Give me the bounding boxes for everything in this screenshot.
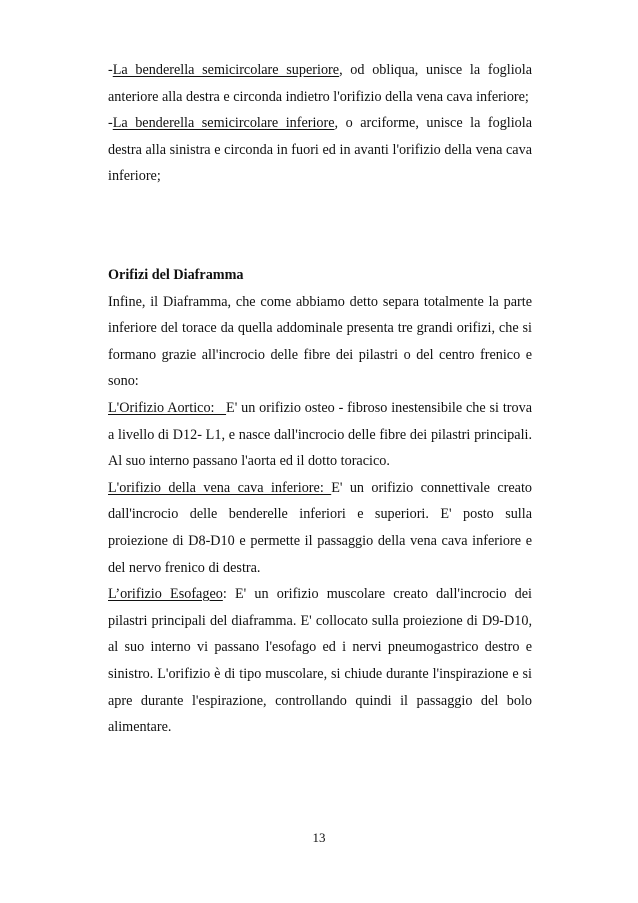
esophageal-orifice-term: L’orifizio Esofageo	[108, 586, 223, 603]
intro-paragraph: Infine, il Diaframma, che come abbiamo detto separa totalmente la parte inferiore del torace da quella addominale presenta tre grandi orifizi, che si formano grazie all'incrocio delle fibre dei pilastri o del centro frenico e sono:	[108, 293, 532, 390]
para2-prefix: -	[108, 115, 113, 132]
section-heading: Orifizi del Diaframma	[108, 267, 244, 283]
vena-cava-orifice-term: L'orifizio della vena cava inferiore:	[108, 479, 332, 496]
paragraph-inferior-band	[108, 110, 532, 190]
top-text-block	[108, 57, 532, 190]
para2-body: , o arciforme, unisce la fogliola destra alla sinistra e circonda in fuori ed in avanti l'orifizio della vena cava inferiore;	[108, 115, 533, 185]
esophageal-orifice-paragraph	[108, 581, 532, 741]
paragraph-superior-band	[108, 57, 532, 110]
para2-underlined-term: La benderella semicircolare inferiore	[112, 115, 335, 132]
vena-cava-orifice-text: E' un orifizio connettivale creato dall'incrocio delle benderelle inferiori e superiori. E' posto sulla proiezione di D8-D10 e permette il passaggio della vena cava inferiore e del nervo frenico di destra.	[108, 479, 532, 576]
aortic-orifice-paragraph	[108, 395, 532, 475]
para1-underlined-term: La benderella semicircolare superiore	[112, 62, 340, 78]
para1-prefix: -	[108, 62, 113, 78]
main-text-block	[108, 262, 532, 741]
aortic-orifice-term: L'Orifizio Aortico:	[108, 399, 227, 416]
aortic-orifice-text: E' un orifizio osteo - fibroso inestensibile che si trova a livello di D12- L1, e nasce dall'incrocio delle fibre dei pilastri principali. Al suo interno passano l'aorta ed il dotto toracico.	[108, 399, 532, 470]
page-number: 13	[312, 830, 326, 845]
para1-body: , od obliqua, unisce la fogliola anteriore alla destra e circonda indietro l'orifizio della vena cava inferiore;	[108, 62, 532, 105]
vena-cava-orifice-paragraph	[108, 475, 532, 581]
esophageal-orifice-text: : E' un orifizio muscolare creato dall'incrocio dei pilastri principali del diaframma. E' collocato sulla proiezione di D9-D10, al suo interno vi passano l'esofago ed i nervi pneumogastrico destro e sinistro. L'orifizio è di tipo muscolare, si chiude durante l'inspirazione e si apre durante l'espirazione, controllando quindi il passaggio del bolo alimentare.	[108, 586, 532, 736]
